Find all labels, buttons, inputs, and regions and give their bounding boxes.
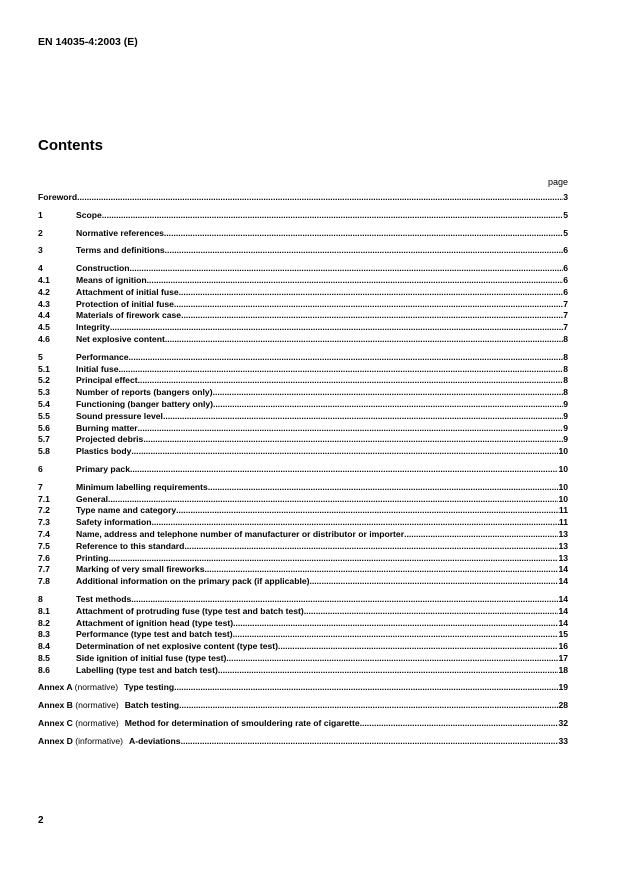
annex-page: 19 (558, 682, 568, 693)
toc-leader-dots (176, 505, 559, 517)
toc-leader-dots (119, 364, 564, 376)
annex-title-group (38, 682, 174, 694)
annex-entry[interactable] (38, 682, 568, 694)
toc-entry[interactable] (38, 228, 568, 240)
toc-entry[interactable] (38, 411, 568, 423)
toc-entry-page: 15 (558, 629, 568, 640)
toc-group (38, 594, 568, 677)
toc-entry[interactable] (38, 665, 568, 677)
toc-entry-page: 10 (558, 481, 568, 492)
toc-leader-dots (108, 494, 558, 506)
toc-entry-page: 11 (558, 517, 568, 528)
toc-entry-number: 8.4 (38, 641, 50, 652)
toc-entry[interactable] (38, 423, 568, 435)
toc-entry[interactable] (38, 482, 568, 494)
toc-entry[interactable] (38, 494, 568, 506)
toc-entry-page: 9 (563, 422, 568, 433)
toc-entry-title: Attachment of initial fuse (76, 286, 179, 297)
toc-entry-page: 3 (563, 192, 568, 202)
toc-entry-title: Test methods (76, 593, 132, 604)
toc-entry-title: Safety information (76, 517, 152, 528)
toc-entry-page: 8 (563, 333, 568, 344)
toc-entry-title: Burning matter (76, 422, 138, 433)
toc-entry[interactable] (38, 352, 568, 364)
toc-entry-page: 10 (558, 493, 568, 504)
toc-leader-dots (213, 399, 563, 411)
toc-leader-dots (108, 553, 558, 565)
toc-leader-dots (404, 529, 558, 541)
toc-group (38, 210, 568, 222)
toc-group (38, 736, 568, 748)
toc-group (38, 228, 568, 240)
footer-page-number: 2 (38, 815, 44, 826)
toc-entry[interactable] (38, 618, 568, 630)
toc-entry-number: 7.8 (38, 576, 50, 587)
toc-entry-title: Means of ignition (76, 274, 147, 285)
toc-entry-page: 14 (558, 564, 568, 575)
toc-entry-number: 7.4 (38, 528, 50, 539)
toc-entry-title: Protection of initial fuse (76, 298, 174, 309)
toc-entry[interactable] (38, 541, 568, 553)
toc-entry[interactable] (38, 263, 568, 275)
toc-entry-title: Principal effect (76, 375, 138, 386)
annex-title: Batch testing (124, 700, 180, 711)
toc-entry[interactable] (38, 399, 568, 411)
toc-group (38, 192, 568, 204)
toc-entry[interactable] (38, 653, 568, 665)
toc-entry-page: 8 (563, 387, 568, 398)
toc-entry-title: Scope (76, 209, 102, 220)
toc-entry[interactable] (38, 192, 568, 204)
annex-status: (informative) (75, 735, 124, 746)
toc-group (38, 682, 568, 694)
toc-entry-number: 4.3 (38, 298, 50, 309)
toc-entry[interactable] (38, 641, 568, 653)
toc-leader-dots (138, 375, 564, 387)
toc-entry[interactable] (38, 375, 568, 387)
toc-entry-page: 9 (563, 434, 568, 445)
toc-entry-page: 14 (558, 576, 568, 587)
toc-entry-page: 10 (558, 463, 568, 474)
toc-entry-number: 5.6 (38, 422, 50, 433)
toc-leader-dots (304, 606, 559, 618)
toc-entry-page: 6 (563, 286, 568, 297)
toc-entry-page: 9 (563, 398, 568, 409)
toc-entry-number: 4.5 (38, 322, 50, 333)
toc-entry-title: Normative references (76, 227, 164, 238)
toc-entry-title: Number of reports (bangers only) (76, 387, 213, 398)
toc-leader-dots (138, 423, 564, 435)
toc-entry-number: 6 (38, 463, 43, 474)
toc-entry[interactable] (38, 310, 568, 322)
toc-leader-dots (179, 700, 558, 712)
toc-leader-dots (102, 210, 563, 222)
toc-entry-page: 13 (558, 540, 568, 551)
toc-entry-title: Plastics body (76, 446, 132, 457)
toc-leader-dots (181, 310, 563, 322)
toc-entry-number: 8.3 (38, 629, 50, 640)
toc-entry[interactable] (38, 529, 568, 541)
toc-entry-page: 7 (563, 322, 568, 333)
toc-entry-title: Minimum labelling requirements (76, 481, 208, 492)
toc-entry[interactable] (38, 446, 568, 458)
toc-entry-title: Printing (76, 552, 109, 563)
toc-entry-number: 8.6 (38, 664, 50, 675)
toc-entry-number: 3 (38, 245, 43, 256)
toc-entry-title: General (76, 493, 109, 504)
toc-leader-dots (204, 564, 558, 576)
toc-leader-dots (77, 192, 563, 204)
toc-entry-title: Reference to this standard (76, 540, 185, 551)
annex-entry[interactable] (38, 736, 568, 748)
toc-leader-dots (165, 245, 564, 257)
toc-leader-dots (174, 682, 558, 694)
toc-entry[interactable] (38, 564, 568, 576)
annex-status: (normative) (75, 700, 119, 711)
toc-entry-title: Attachment of protruding fuse (type test and batch test) (76, 605, 304, 616)
toc-entry-number: 4.2 (38, 286, 50, 297)
toc-leader-dots (278, 641, 558, 653)
toc-entry-page: 8 (563, 351, 568, 362)
toc-group (38, 700, 568, 712)
toc-entry-number: 7.1 (38, 493, 50, 504)
toc-entry[interactable] (38, 606, 568, 618)
annex-title-group (38, 718, 360, 730)
toc-leader-dots (208, 482, 559, 494)
toc-entry-page: 5 (563, 209, 568, 220)
toc-leader-dots (213, 387, 564, 399)
toc-entry-title: Sound pressure level (76, 410, 163, 421)
toc-entry-number: 7.3 (38, 517, 50, 528)
contents-heading: Contents (38, 137, 103, 154)
document-id: EN 14035-4:2003 (E) (38, 36, 138, 48)
toc-entry[interactable] (38, 322, 568, 334)
toc-entry-number: 5.2 (38, 375, 50, 386)
annex-label: Annex D (38, 735, 73, 746)
annex-label: Annex B (38, 700, 73, 711)
annex-title: Method for determination of smouldering rate of cigarette (124, 718, 360, 729)
toc-group (38, 482, 568, 588)
toc-group (38, 718, 568, 730)
toc-entry-title: Marking of very small fireworks (76, 564, 205, 575)
toc-entry-page: 18 (558, 664, 568, 675)
toc-group (38, 352, 568, 458)
toc-entry[interactable] (38, 387, 568, 399)
toc-entry-number: 5.1 (38, 363, 50, 374)
toc-entry-page: 11 (558, 505, 568, 516)
toc-leader-dots (233, 618, 558, 630)
toc-group (38, 245, 568, 257)
toc-entry[interactable] (38, 434, 568, 446)
toc-entry-number: 5.7 (38, 434, 50, 445)
toc-entry-number: 7.5 (38, 540, 50, 551)
toc-group (38, 464, 568, 476)
toc-entry-number: 7 (38, 481, 43, 492)
toc-entry-title: Name, address and telephone number of manufacturer or distributor or importer (76, 528, 405, 539)
toc-entry-title: Functioning (banger battery only) (76, 398, 214, 409)
toc-entry-title: Initial fuse (76, 363, 119, 374)
toc-entry[interactable] (38, 517, 568, 529)
annex-entry[interactable] (38, 700, 568, 712)
toc-entry-title: Type name and category (76, 505, 177, 516)
toc-entry-number: 2 (38, 227, 43, 238)
toc-entry-number: 4 (38, 263, 43, 274)
toc-entry-title: Projected debris (76, 434, 144, 445)
toc-leader-dots (129, 263, 563, 275)
toc-leader-dots (131, 594, 558, 606)
toc-entry-number: 8.2 (38, 617, 50, 628)
toc-leader-dots (131, 446, 558, 458)
toc-entry-page: 8 (563, 363, 568, 374)
toc-entry-title: Additional information on the primary pack (if applicable) (76, 576, 310, 587)
toc-entry-title: Performance (76, 351, 129, 362)
toc-entry-number: 5.3 (38, 387, 50, 398)
toc-entry-number: 8 (38, 593, 43, 604)
annex-status: (normative) (74, 682, 119, 693)
toc-leader-dots (218, 665, 559, 677)
toc-leader-dots (184, 541, 558, 553)
toc-entry-page: 8 (563, 375, 568, 386)
toc-entry[interactable] (38, 299, 568, 311)
toc-entry-title: Integrity (76, 322, 110, 333)
toc-leader-dots (360, 718, 559, 730)
toc-entry-number: 5.5 (38, 410, 50, 421)
toc-leader-dots (163, 411, 563, 423)
toc-leader-dots (143, 434, 563, 446)
toc-entry[interactable] (38, 505, 568, 517)
toc-entry-number: 4.4 (38, 310, 50, 321)
toc-entry-page: 9 (563, 410, 568, 421)
toc-entry-title: Attachment of ignition head (type test) (76, 617, 234, 628)
toc-leader-dots (179, 287, 564, 299)
toc-entry-page: 7 (563, 310, 568, 321)
toc-entry-title: Performance (type test and batch test) (76, 629, 233, 640)
toc-entry-number: 1 (38, 209, 43, 220)
toc-leader-dots (151, 517, 558, 529)
toc-entry-page: 6 (563, 274, 568, 285)
toc-entry[interactable] (38, 364, 568, 376)
toc-entry-title: Materials of firework case (76, 310, 182, 321)
toc-entry[interactable] (38, 245, 568, 257)
toc-entry-page: 10 (558, 446, 568, 457)
page-column-label: page (547, 177, 568, 187)
toc-entry-number: 5 (38, 351, 43, 362)
toc-entry-page: 6 (563, 263, 568, 274)
toc-leader-dots (130, 464, 558, 476)
annex-page: 28 (558, 700, 568, 711)
toc-leader-dots (174, 299, 563, 311)
toc-entry[interactable] (38, 594, 568, 606)
annex-page: 32 (558, 718, 568, 729)
toc-entry-title: Foreword (38, 192, 78, 202)
toc-leader-dots (147, 275, 564, 287)
toc-entry-page: 7 (563, 298, 568, 309)
toc-entry-title: Construction (76, 263, 130, 274)
toc-leader-dots (110, 322, 563, 334)
toc-entry-number: 7.2 (38, 505, 50, 516)
toc-entry-title: Side ignition of initial fuse (type test) (76, 652, 227, 663)
toc-entry-page: 5 (563, 227, 568, 238)
annex-title-group (38, 736, 181, 748)
toc-entry-title: Determination of net explosive content (type test) (76, 641, 278, 652)
toc-entry[interactable] (38, 553, 568, 565)
toc-entry-title: Labelling (type test and batch test) (76, 664, 218, 675)
toc-entry[interactable] (38, 275, 568, 287)
toc-leader-dots (310, 576, 559, 588)
annex-page: 33 (558, 735, 568, 746)
toc-entry[interactable] (38, 629, 568, 641)
annex-title: A-deviations (129, 735, 181, 746)
toc-entry-page: 17 (558, 652, 568, 663)
toc-entry-page: 6 (563, 245, 568, 256)
annex-label: Annex C (38, 718, 73, 729)
toc-group (38, 263, 568, 346)
toc-entry-number: 5.4 (38, 398, 50, 409)
table-of-contents (38, 192, 568, 754)
toc-entry-page: 14 (558, 605, 568, 616)
toc-entry-title: Primary pack (76, 463, 130, 474)
toc-leader-dots (129, 352, 564, 364)
toc-leader-dots (226, 653, 558, 665)
toc-entry[interactable] (38, 287, 568, 299)
toc-entry[interactable] (38, 334, 568, 346)
toc-entry-page: 16 (558, 641, 568, 652)
toc-entry-page: 14 (558, 617, 568, 628)
toc-leader-dots (165, 334, 563, 346)
toc-leader-dots (233, 629, 559, 641)
annex-label: Annex A (38, 682, 73, 693)
toc-leader-dots (164, 228, 563, 240)
toc-entry[interactable] (38, 576, 568, 588)
annex-title: Type testing (124, 682, 175, 693)
toc-entry[interactable] (38, 210, 568, 222)
annex-entry[interactable] (38, 718, 568, 730)
toc-entry-number: 8.1 (38, 605, 50, 616)
toc-entry-number: 7.7 (38, 564, 50, 575)
toc-entry-page: 13 (558, 552, 568, 563)
toc-entry-title: Terms and definitions (76, 245, 165, 256)
toc-entry[interactable] (38, 464, 568, 476)
toc-entry-number: 8.5 (38, 652, 50, 663)
toc-entry-page: 14 (558, 593, 568, 604)
toc-entry-number: 4.1 (38, 274, 50, 285)
toc-entry-title: Net explosive content (76, 333, 165, 344)
annex-status: (normative) (75, 718, 119, 729)
toc-entry-number: 4.6 (38, 333, 50, 344)
annex-title-group (38, 700, 179, 712)
toc-entry-page: 13 (558, 528, 568, 539)
toc-entry-number: 7.6 (38, 552, 50, 563)
toc-leader-dots (181, 736, 559, 748)
toc-entry-number: 5.8 (38, 446, 50, 457)
